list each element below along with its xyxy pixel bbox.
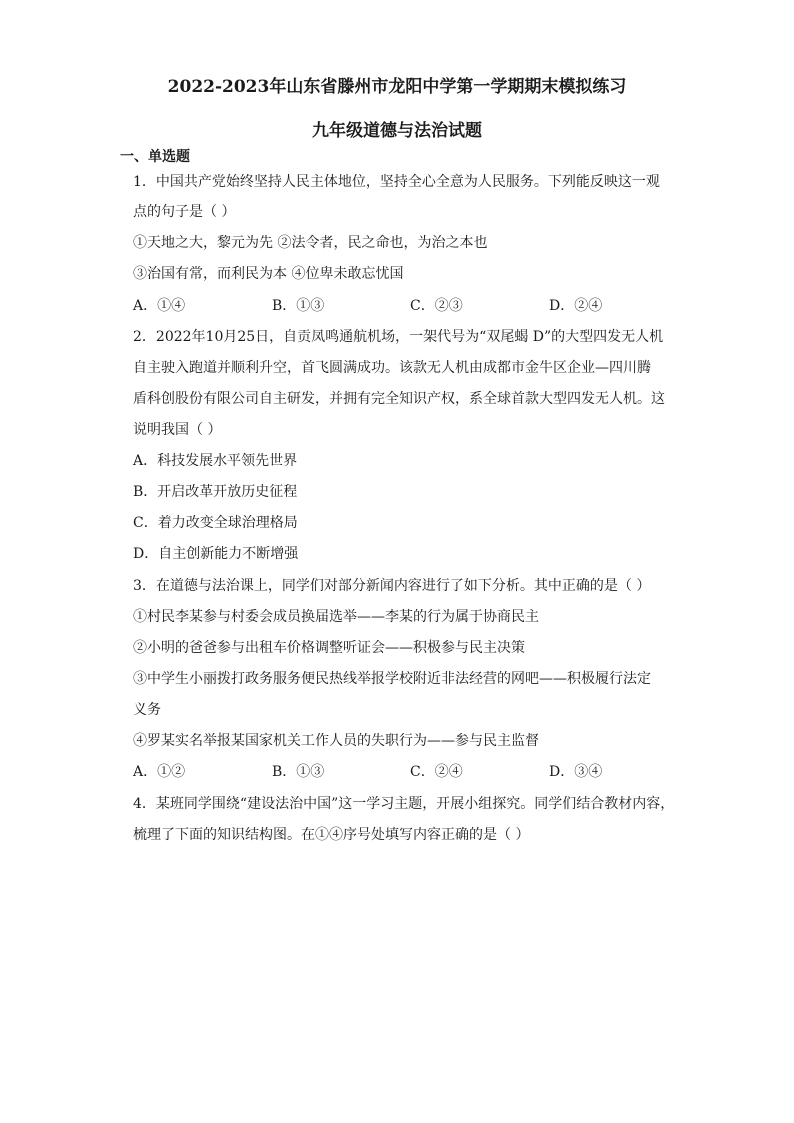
q2-stem-line2: 自主驶入跑道并顺利升空，首飞圆满成功。该款无人机由成都市金牛区企业—四川腾 <box>133 360 651 376</box>
q1-option-a[interactable]: A．①④ <box>133 298 186 314</box>
q1-statement-row1: ①天地之大，黎元为先 ②法令者，民之命也，为治之本也 <box>133 235 488 251</box>
q2-option-d[interactable]: D．自主创新能力不断增强 <box>133 546 299 562</box>
q3-option-c[interactable]: C．②④ <box>410 764 463 780</box>
exam-subtitle: 九年级道德与法治试题 <box>312 121 482 141</box>
q3-stem-line1: 3．在道德与法治课上，同学们对部分新闻内容进行了如下分析。其中正确的是（ ） <box>133 578 651 594</box>
q3-option-d[interactable]: D．③④ <box>549 764 603 780</box>
q2-stem-line1: 2．2022年10月25日，自贡凤鸣通航机场，一架代号为“双尾蝎 D”的大型四发无人机 <box>133 329 664 345</box>
section-heading: 一、单选题 <box>120 149 190 165</box>
q4-stem-line2: 梳理了下面的知识结构图。在①④序号处填写内容正确的是（ ） <box>133 827 530 843</box>
q1-option-c[interactable]: C．②③ <box>410 298 463 314</box>
exam-title: 2022-2023年山东省滕州市龙阳中学第一学期期末模拟练习 <box>167 77 627 97</box>
q3-option-a[interactable]: A．①② <box>133 764 186 780</box>
q1-stem-line2: 点的句子是（ ） <box>133 204 236 220</box>
q2-stem-line3: 盾科创股份有限公司自主研发，并拥有完全知识产权，系全球首款大型四发无人机。这 <box>133 391 665 407</box>
q2-stem-line4: 说明我国（ ） <box>133 422 222 438</box>
q4-stem-line1: 4．某班同学围绕“建设法治中国”这一学习主题，开展小组探究。同学们结合教材内容， <box>133 796 675 812</box>
q3-statement-4: ④罗某实名举报某国家机关工作人员的失职行为——参与民主监督 <box>133 733 539 749</box>
q1-option-d[interactable]: D．②④ <box>549 298 603 314</box>
q2-option-a[interactable]: A．科技发展水平领先世界 <box>133 453 298 469</box>
q1-statement-row2: ③治国有常，而利民为本 ④位卑未敢忘忧国 <box>133 266 404 282</box>
q3-statement-2: ②小明的爸爸参与出租车价格调整听证会——积极参与民主决策 <box>133 640 525 656</box>
q2-option-c[interactable]: C．着力改变全球治理格局 <box>133 515 298 531</box>
q3-statement-3b: 义务 <box>133 702 161 718</box>
q2-option-b[interactable]: B．开启改革开放历史征程 <box>133 484 298 500</box>
q3-statement-1: ①村民李某参与村委会成员换届选举——李某的行为属于协商民主 <box>133 609 539 625</box>
q3-statement-3a: ③中学生小丽拨打政务服务便民热线举报学校附近非法经营的网吧——积极履行法定 <box>133 671 651 687</box>
q1-option-b[interactable]: B．①③ <box>272 298 325 314</box>
q1-stem-line1: 1．中国共产党始终坚持人民主体地位，坚持全心全意为人民服务。下列能反映这一观 <box>133 174 660 190</box>
q3-option-b[interactable]: B．①③ <box>272 764 325 780</box>
